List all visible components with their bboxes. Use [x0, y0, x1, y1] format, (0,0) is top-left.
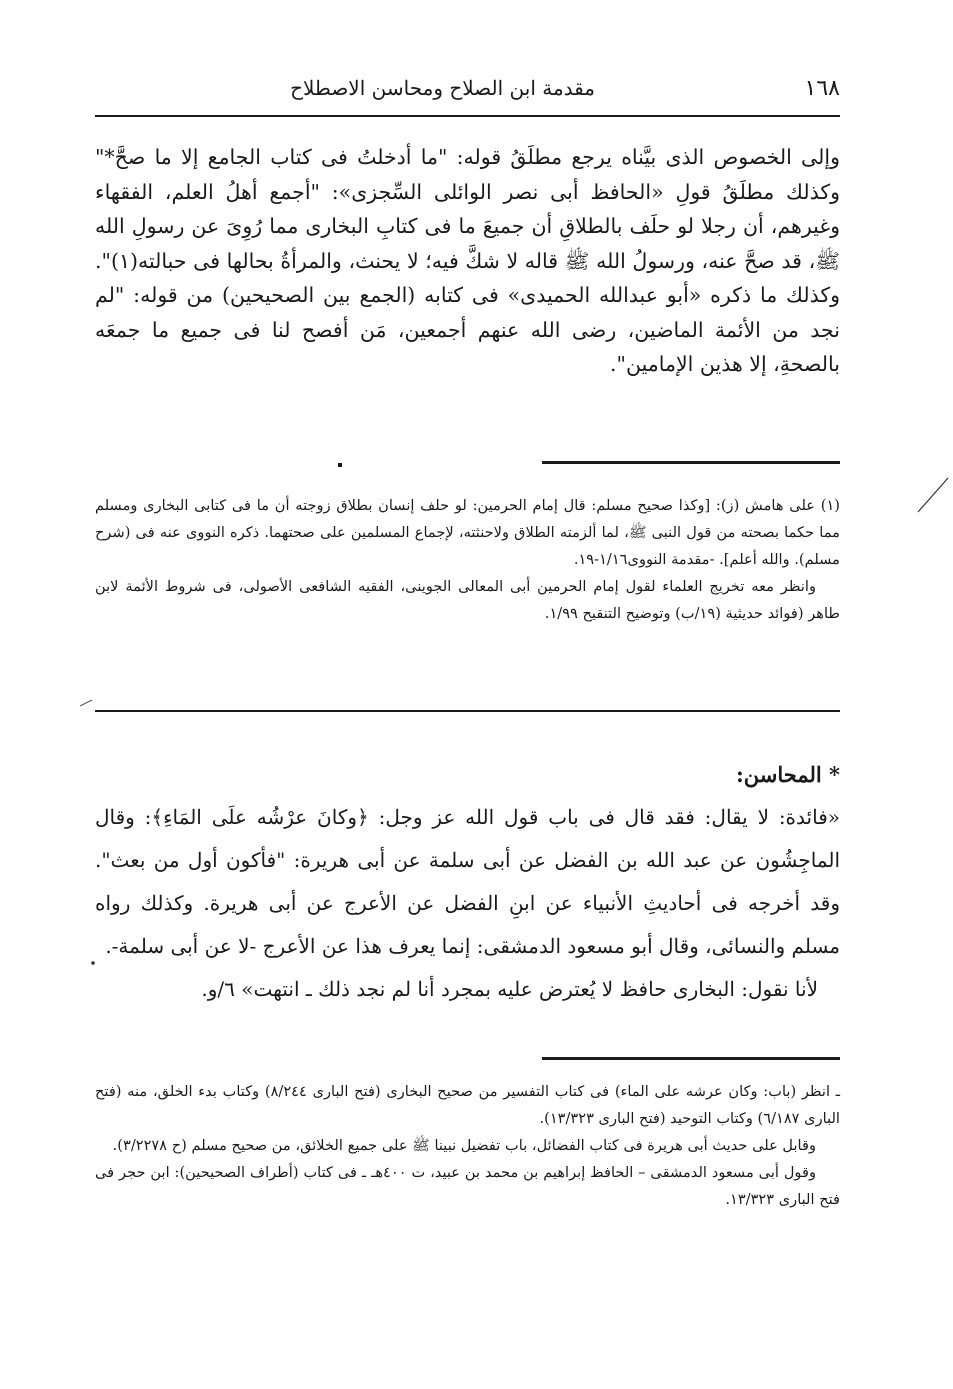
header-rule	[95, 115, 840, 117]
footnote-3: ـ انظر (باب: وكان عرشه على الماء) فى كتاب التفسير من صحيح البخارى (فتح البارى ٨/٢٤٤) وكتاب بدء الخلق، منه (فتح البارى ٦/١٨٧) وكتاب التوحيد (فتح البارى ١٣/٣٢٣).	[95, 1083, 840, 1127]
footnote-separator	[542, 461, 840, 464]
section-body	[95, 796, 840, 1011]
running-title: مقدمة ابن الصلاح ومحاسن الاصطلاح	[290, 76, 595, 100]
section-paragraph-2: لأنا نقول: البخارى حافظ لا يُعترض عليه بمجرد أنا لم نجد ذلك ـ انتهت» ٦/و.	[201, 977, 818, 1001]
footnote-5: وقول أبى مسعود الدمشقى – الحافظ إبراهيم بن محمد بن عبيد، ت ٤٠٠هـ ـ فى كتاب (أطراف الصحيحين): ابن حجر فى فتح البارى ١٣/٣٢٣.	[95, 1164, 840, 1208]
margin-stroke	[918, 478, 948, 512]
margin-tick	[80, 700, 92, 706]
footnote-1: (١) على هامش (ز): [وكذا صحيح مسلم: قال إمام الحرمين: لو حلف إنسان بطلاق زوجته أن ما فى كتابى البخارى ومسلم مما حكما بصحته من قول النبى ﷺ، لما ألزمته الطلاق ولاحنثته، لإجماع المسلمين على صحتهما. ذكره النووى عنه فى (شرح مسلم). والله أعلم]. -مقدمة النووى١/١٦-١٩.	[95, 497, 840, 568]
ink-dot	[338, 463, 342, 467]
footnote-4: وقابل على حديث أبى هريرة فى كتاب الفضائل، باب تفضيل نبينا ﷺ على جميع الخلائق، من صحيح مسلم (ح ٣/٢٢٧٨).	[112, 1137, 816, 1154]
main-paragraph: وإلى الخصوص الذى بيَّناه يرجع مطلَقُ قوله: "ما أدخلتُ فى كتاب الجامع إلا ما صحَّ*" وكذلك مطلَقُ قولِ «الحافظ أبى نصر الوائلى السِّجزى»: "أجمع أهلُ العلم، الفقهاء وغيرهم، أن رجلا لو حلَف بالطلاقِ أن جميعَ ما فى كتابِ البخارى مما رُوِىَ عن رسولِ الله ﷺ، قد صحَّ عنه، ورسولُ الله ﷺ قاله لا شكَّ فيه؛ لا يحنث، والمرأةُ بحالها فى حبالته(١)". وكذلك ما ذكره «أبو عبدالله الحميدى» فى كتابه (الجمع بين الصحيحين) من قوله: "لم نجد من الأئمة الماضين، رضى الله عنهم أجمعين، مَن أفصح لنا فى جميع ما جمعَه بالصحةِ، إلا هذين الإمامين".	[95, 145, 840, 376]
footnotes-top	[95, 492, 840, 627]
main-text	[95, 140, 840, 382]
page-number: ١٦٨	[804, 76, 840, 101]
page-header	[95, 68, 840, 108]
section-divider	[95, 710, 840, 712]
section-heading: * المحاسن:	[736, 762, 840, 787]
section-paragraph-1: «فائدة: لا يقال: فقد قال فى باب قول الله عز وجل: ﴿وكانَ عرْشُه علَى المَاءِ﴾: وقال الماجِشُون عن عبد الله بن الفضل عن أبى سلمة عن أبى هريرة: "فأكون أول من بعث". وقد أخرجه فى أحاديثِ الأنبياء عن ابنِ الفضل عن الأعرج عن أبى هريرة. وكذلك رواه مسلم والنسائى، وقال أبو مسعود الدمشقى: إنما يعرف هذا عن الأعرج -لا عن أبى سلمة-.	[95, 805, 840, 958]
footnotes-bottom	[95, 1078, 840, 1213]
bottom-footnote-separator	[542, 1057, 840, 1060]
footnote-2: وانظر معه تخريج العلماء لقول إمام الحرمين أبى المعالى الجوينى، الفقيه الشافعى الأصولى، فى شروط الأئمة لابن طاهر (فوائد حديثية (١٩/ب) وتوضيح التنقيح ١/٩٩.	[95, 578, 840, 622]
